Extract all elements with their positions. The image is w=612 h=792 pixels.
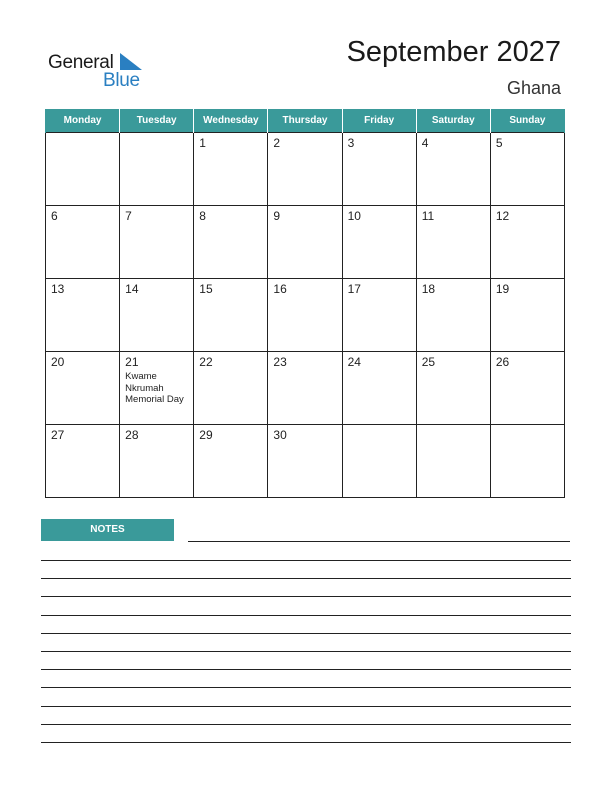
day-cell: [120, 425, 194, 498]
weekday-header: Friday: [342, 109, 416, 133]
day-cell: [46, 425, 120, 498]
day-cell: [416, 133, 490, 206]
day-cell: [342, 425, 416, 498]
weekday-header: Sunday: [490, 109, 564, 133]
notes-line: [41, 560, 571, 561]
notes-line: [41, 706, 571, 707]
day-cell: [416, 425, 490, 498]
page-title: September 2027: [346, 36, 561, 68]
notes-line: [188, 541, 570, 542]
day-cell: [46, 133, 120, 206]
day-cell: [268, 279, 342, 352]
day-cell: [46, 206, 120, 279]
day-cell: [268, 133, 342, 206]
logo-general-text: General: [48, 52, 114, 73]
notes-line: [41, 724, 571, 725]
day-number: 21: [125, 355, 139, 369]
day-cell: [194, 206, 268, 279]
logo-blue-text: Blue: [103, 70, 140, 91]
day-number: 19: [495, 282, 510, 296]
weekday-header-row: [46, 109, 565, 133]
day-number: 4: [421, 136, 429, 150]
day-cell: [194, 425, 268, 498]
day-number: 13: [51, 282, 65, 296]
day-cell: [342, 206, 416, 279]
day-cell: [194, 279, 268, 352]
day-cell: [46, 279, 120, 352]
notes-line: [41, 615, 571, 616]
day-number: 11: [421, 209, 435, 223]
day-cell: [46, 352, 120, 425]
day-cell: [416, 206, 490, 279]
day-number: 1: [199, 136, 206, 150]
holiday-event: Kwame Nkrumah Memorial Day: [125, 371, 184, 405]
day-cell: [120, 206, 194, 279]
day-number: 18: [421, 282, 436, 296]
day-number: 10: [347, 209, 361, 223]
day-number: 15: [199, 282, 213, 296]
day-number: 3: [347, 136, 355, 150]
day-number: 17: [347, 282, 361, 296]
day-cell: [194, 352, 268, 425]
day-cell: [120, 279, 194, 352]
day-cell: [342, 352, 416, 425]
week-row: [46, 206, 565, 279]
day-cell: [490, 425, 564, 498]
day-cell: [490, 133, 564, 206]
week-row: [46, 133, 565, 206]
calendar-body: [46, 133, 565, 498]
day-number: 5: [495, 136, 503, 150]
day-cell: [268, 206, 342, 279]
day-cell: [490, 206, 564, 279]
week-row: [46, 425, 565, 498]
notes-line: [41, 742, 571, 743]
day-number: 24: [347, 355, 361, 369]
day-cell: [416, 352, 490, 425]
notes-line: [41, 651, 571, 652]
country-name: Ghana: [506, 78, 561, 98]
notes-line: [41, 596, 571, 597]
day-number: 27: [51, 428, 65, 442]
day-cell: [268, 352, 342, 425]
day-cell: [490, 279, 564, 352]
day-cell: [120, 133, 194, 206]
day-number: 14: [125, 282, 139, 296]
weekday-header: Tuesday: [120, 109, 194, 133]
notes-label: NOTES: [41, 519, 174, 541]
day-cell: [268, 425, 342, 498]
weekday-header: Wednesday: [194, 109, 268, 133]
day-number: 22: [199, 355, 213, 369]
day-number: 23: [273, 355, 287, 369]
notes-line: [41, 578, 571, 579]
weekday-header: Monday: [46, 109, 120, 133]
notes-line: [41, 669, 571, 670]
day-cell: [342, 133, 416, 206]
day-cell: [416, 279, 490, 352]
day-number: 25: [421, 355, 436, 369]
week-row: [46, 279, 565, 352]
day-number: 7: [125, 209, 132, 223]
day-cell: [342, 279, 416, 352]
day-number: 29: [199, 428, 213, 442]
day-cell: [490, 352, 564, 425]
day-number: 28: [125, 428, 139, 442]
day-cell: [194, 133, 268, 206]
day-cell: [120, 352, 194, 425]
notes-line: [41, 633, 571, 634]
generalblue-logo: [48, 52, 158, 94]
day-number: 30: [273, 428, 287, 442]
month-calendar: [45, 109, 565, 498]
day-number: 8: [199, 209, 206, 223]
weekday-header: Thursday: [268, 109, 342, 133]
day-number: 20: [51, 355, 65, 369]
day-number: 6: [51, 209, 58, 223]
weekday-header: Saturday: [416, 109, 490, 133]
day-number: 9: [273, 209, 281, 223]
notes-line: [41, 687, 571, 688]
logo-triangle-icon: [120, 53, 142, 70]
week-row: [46, 352, 565, 425]
day-number: 2: [273, 136, 281, 150]
day-number: 12: [495, 209, 510, 223]
day-number: 26: [495, 355, 510, 369]
day-number: 16: [273, 282, 287, 296]
